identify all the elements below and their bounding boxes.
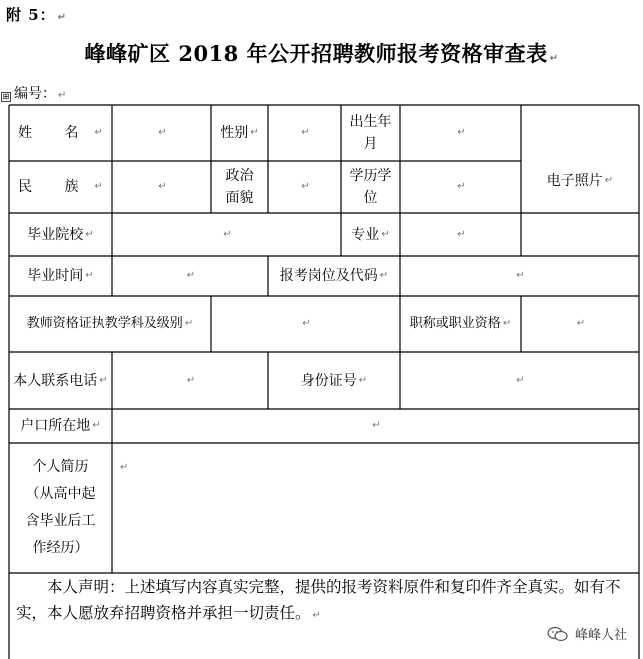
graduation-time-label: 毕业时间 ↵: [27, 268, 94, 284]
declaration-text: 本人声明：上述填写内容真实完整，提供的报考资料原件和复印件齐全真实。如有不实，本人愿放弃招聘资格并承担一切责任。 ↵: [16, 578, 621, 622]
residence-input[interactable]: ↵: [372, 420, 381, 431]
gender-input[interactable]: ↵: [301, 127, 310, 138]
resume-label: 个人简历（从高中起含毕业后工作经历）: [25, 459, 96, 556]
school-input[interactable]: ↵: [223, 228, 232, 240]
major-input[interactable]: ↵: [457, 228, 466, 240]
position-code-label: 报考岗位及代码 ↵: [279, 268, 389, 284]
political-status-input[interactable]: ↵: [301, 181, 310, 192]
table-anchor-icon[interactable]: ⊞: [2, 92, 10, 101]
page-title: 峰峰矿区 2018 年公开招聘教师报考资格审查表 ↵: [84, 41, 559, 66]
name-label: 姓 名 ↵: [18, 125, 103, 141]
id-number-input[interactable]: ↵: [516, 374, 525, 386]
birth-date-label: 出生年月: [349, 114, 392, 152]
residence-label: 户口所在地 ↵: [20, 418, 101, 434]
ethnicity-input[interactable]: ↵: [158, 181, 167, 192]
watermark-label: 峰峰人社: [574, 628, 627, 643]
serial-number-label: 编号： ↵: [14, 86, 67, 102]
political-status-label: 政治面貌: [225, 168, 254, 206]
name-input[interactable]: ↵: [158, 127, 167, 138]
id-number-label: 身份证号 ↵: [300, 372, 368, 389]
education-input[interactable]: ↵: [457, 181, 466, 192]
watermark: [547, 624, 627, 643]
gender-label: 性别 ↵: [220, 125, 259, 141]
professional-title-label: 职称或职业资格 ↵: [409, 316, 512, 331]
school-label: 毕业院校 ↵: [27, 226, 94, 243]
resume-input[interactable]: ↵: [120, 462, 129, 473]
teacher-certificate-label: 教师资格证执教学科及级别 ↵: [26, 316, 194, 331]
professional-title-input[interactable]: ↵: [576, 318, 586, 329]
phone-label: 本人联系电话 ↵: [13, 372, 108, 389]
phone-input[interactable]: ↵: [186, 374, 196, 386]
major-label: 专业 ↵: [351, 226, 390, 243]
teacher-certificate-input[interactable]: ↵: [302, 318, 311, 329]
ethnicity-label: 民 族 ↵: [18, 179, 103, 195]
graduation-time-input[interactable]: ↵: [186, 270, 196, 281]
position-code-input[interactable]: ↵: [516, 270, 525, 281]
wechat-icon: [547, 626, 569, 642]
photo-box[interactable]: 电子照片 ↵: [546, 172, 614, 189]
birth-date-input[interactable]: ↵: [457, 127, 466, 138]
attachment-label: 附 5： ↵: [6, 6, 68, 24]
education-label: 学历学位: [349, 168, 392, 206]
